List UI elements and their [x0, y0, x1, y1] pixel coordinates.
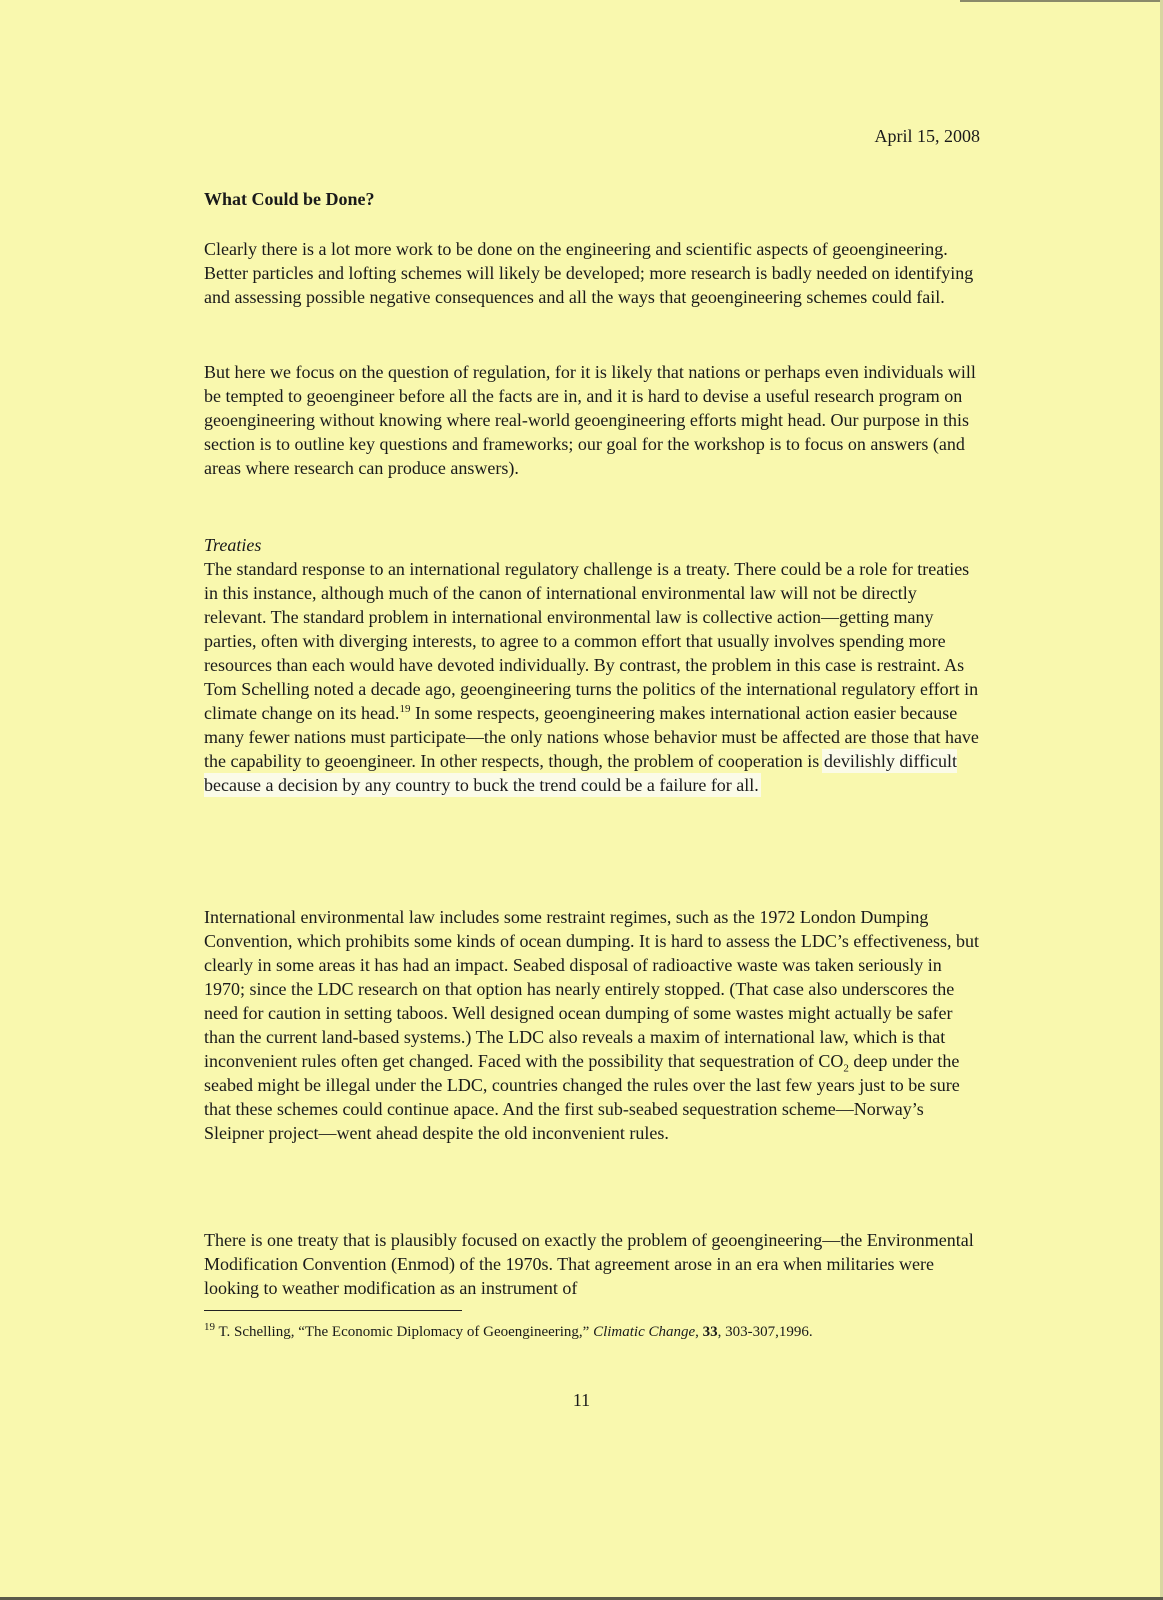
paragraph-ldc-text-b: deep under the seabed might be illegal under the LDC, countries changed the rules over the last few years just to be sure that these schemes could continue apace. And the first sub-seabed sequestration scheme—Norway’s Sleipner project—went ahead despite the old inconvenient rules.: [204, 1051, 960, 1143]
scan-top-edge: [960, 0, 1163, 2]
footnote-divider: [204, 1310, 462, 1311]
paragraph-ldc: [204, 905, 982, 1145]
footnote-marker: 19: [204, 1321, 215, 1333]
footnote-text-b: , 303-307,1996.: [717, 1324, 813, 1340]
footnote: [204, 1321, 982, 1343]
footnote-volume: 33: [702, 1324, 718, 1340]
paragraph-enmod: There is one treaty that is plausibly focused on exactly the problem of geoengineering—the Environmental Modification Convention (Enmod) of the 1970s. That agreement arose in an era when militaries were looking to weather modification as an instrument of: [204, 1230, 974, 1298]
subheading-treaties: Treaties: [204, 535, 262, 555]
paragraph-regulation: But here we focus on the question of regulation, for it is likely that nations or perhaps even individuals will be tempted to geoengineer before all the facts are in, and it is hard to devise a useful research program on geoengineering without knowing where real-world geoengineering efforts might head. Our purpose in this section is to outline key questions and frameworks; our goal for the workshop is to focus on answers (and areas where research can produce answers).: [204, 362, 976, 478]
paragraph-intro: Clearly there is a lot more work to be done on the engineering and scientific aspects of geoengineering. Better particles and lofting schemes will likely be developed; more research is badly needed on identifying and assessing possible negative consequences and all the ways that geoengineering schemes could fail.: [204, 239, 974, 307]
page-date: April 15, 2008: [874, 126, 980, 146]
footnote-separator: ,: [695, 1324, 703, 1340]
section-title: What Could be Done?: [204, 189, 375, 209]
footnote-text-a: T. Schelling, “The Economic Diplomacy of Geoengineering,”: [215, 1324, 594, 1340]
paragraph-treaties-text-a: The standard response to an international regulatory challenge is a treaty. There could be a role for treaties in this instance, although much of the canon of international environmental law will not be directly relevant. The standard problem in international environmental law is collective action—getting many parties, often with diverging interests, to agree to a common effort that usually involves spending more resources than each would have devoted individually. By contrast, the problem in this case is restraint. As Tom Schelling noted a decade ago, geoengineering turns the politics of the international regulatory effort in climate change on its head.: [204, 559, 979, 723]
paragraph-ldc-text-a: International environmental law includes some restraint regimes, such as the 1972 London Dumping Convention, which prohibits some kinds of ocean dumping. It is hard to assess the LDC’s effectiveness, but clearly in some areas it has had an impact. Seabed disposal of radioactive waste was taken seriously in 1970; since the LDC research on that option has nearly entirely stopped. (That case also underscores the need for caution in setting taboos. Well designed ocean dumping of some wastes might actually be safer than the current land-based systems.) The LDC also reveals a maxim of international law, which is that inconvenient rules often get changed. Faced with the possibility that sequestration of CO: [204, 907, 980, 1071]
paragraph-treaties: [204, 557, 982, 797]
footnote-reference[interactable]: 19: [399, 703, 411, 715]
highlighted-text: devilishly difficult because a decision by any country to buck the trend could be a failure for all.: [204, 751, 957, 795]
paragraph-treaties-text-b: In some respects, geoengineering makes international action easier because many fewer nations must participate—the only nations whose behavior must be affected are those that have the capability to geoengineer. In other respects, though, the problem of cooperation is: [204, 703, 979, 771]
page-number: 11: [572, 1390, 591, 1410]
co2-subscript: 2: [843, 1062, 849, 1075]
footnote-journal: Climatic Change: [593, 1324, 696, 1340]
